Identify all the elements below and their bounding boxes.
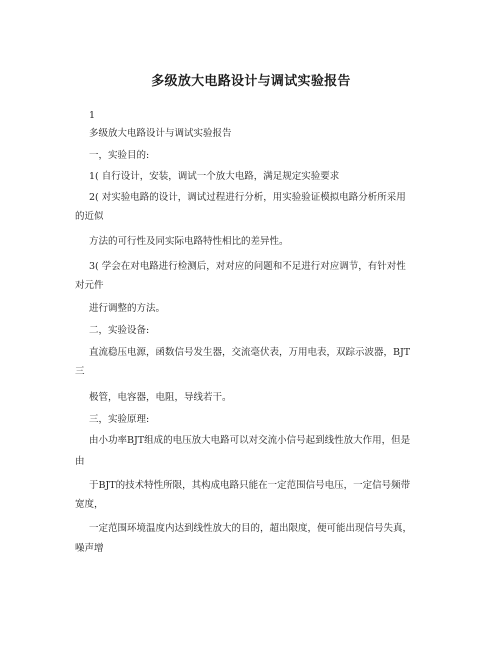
text-line: 方法的可行性及同实际电路特性相比的差异性。 (89, 236, 289, 247)
text-line: 一定范围环境温度内达到线性放大的目的，超出限度，便可能出现信号失真， (89, 523, 413, 534)
text-line: 三 (75, 366, 85, 377)
text-line: 三，实验原理: (89, 414, 150, 425)
text-line: 于BJT的技术特性所限，其构成电路只能在一定范围信号电压，一定信号频带 (89, 480, 411, 491)
text-line: 直流稳压电源，函数信号发生器，交流毫伏表，万用电表，双踪示波器，BJT (89, 347, 411, 358)
text-line: 3( 学会在对电路进行检测后，对对应的问题和不足进行对应调节，有针对性 (89, 261, 406, 272)
text-line: 一，实验目的: (89, 150, 150, 161)
text-line: 由 (75, 456, 85, 467)
text-line: 噪声增 (75, 543, 104, 554)
text-line: 极管，电容器，电阻，导线若干。 (89, 392, 232, 403)
text-line: 多级放大电路设计与调试实验报告 (89, 128, 232, 139)
text-line: 2( 对实验电路的设计，调试过程进行分析，用实验验证模拟电路分析所采用 (89, 192, 406, 203)
text-line: 进行调整的方法。 (89, 303, 166, 314)
text-line: 对元件 (75, 280, 104, 291)
document-title: 多级放大电路设计与调试实验报告 (151, 74, 351, 89)
text-line: 二，实验设备: (89, 325, 150, 336)
text-line: 由小功率BJT组成的电压放大电路可以对交流小信号起到线性放大作用，但是 (89, 435, 411, 446)
text-line: 1( 自行设计，安装，调试一个放大电路，满足规定实验要求 (89, 171, 340, 182)
text-line: 1 (89, 110, 96, 121)
text-line: 宽度， (75, 499, 104, 510)
text-line: 的近似 (75, 211, 104, 222)
